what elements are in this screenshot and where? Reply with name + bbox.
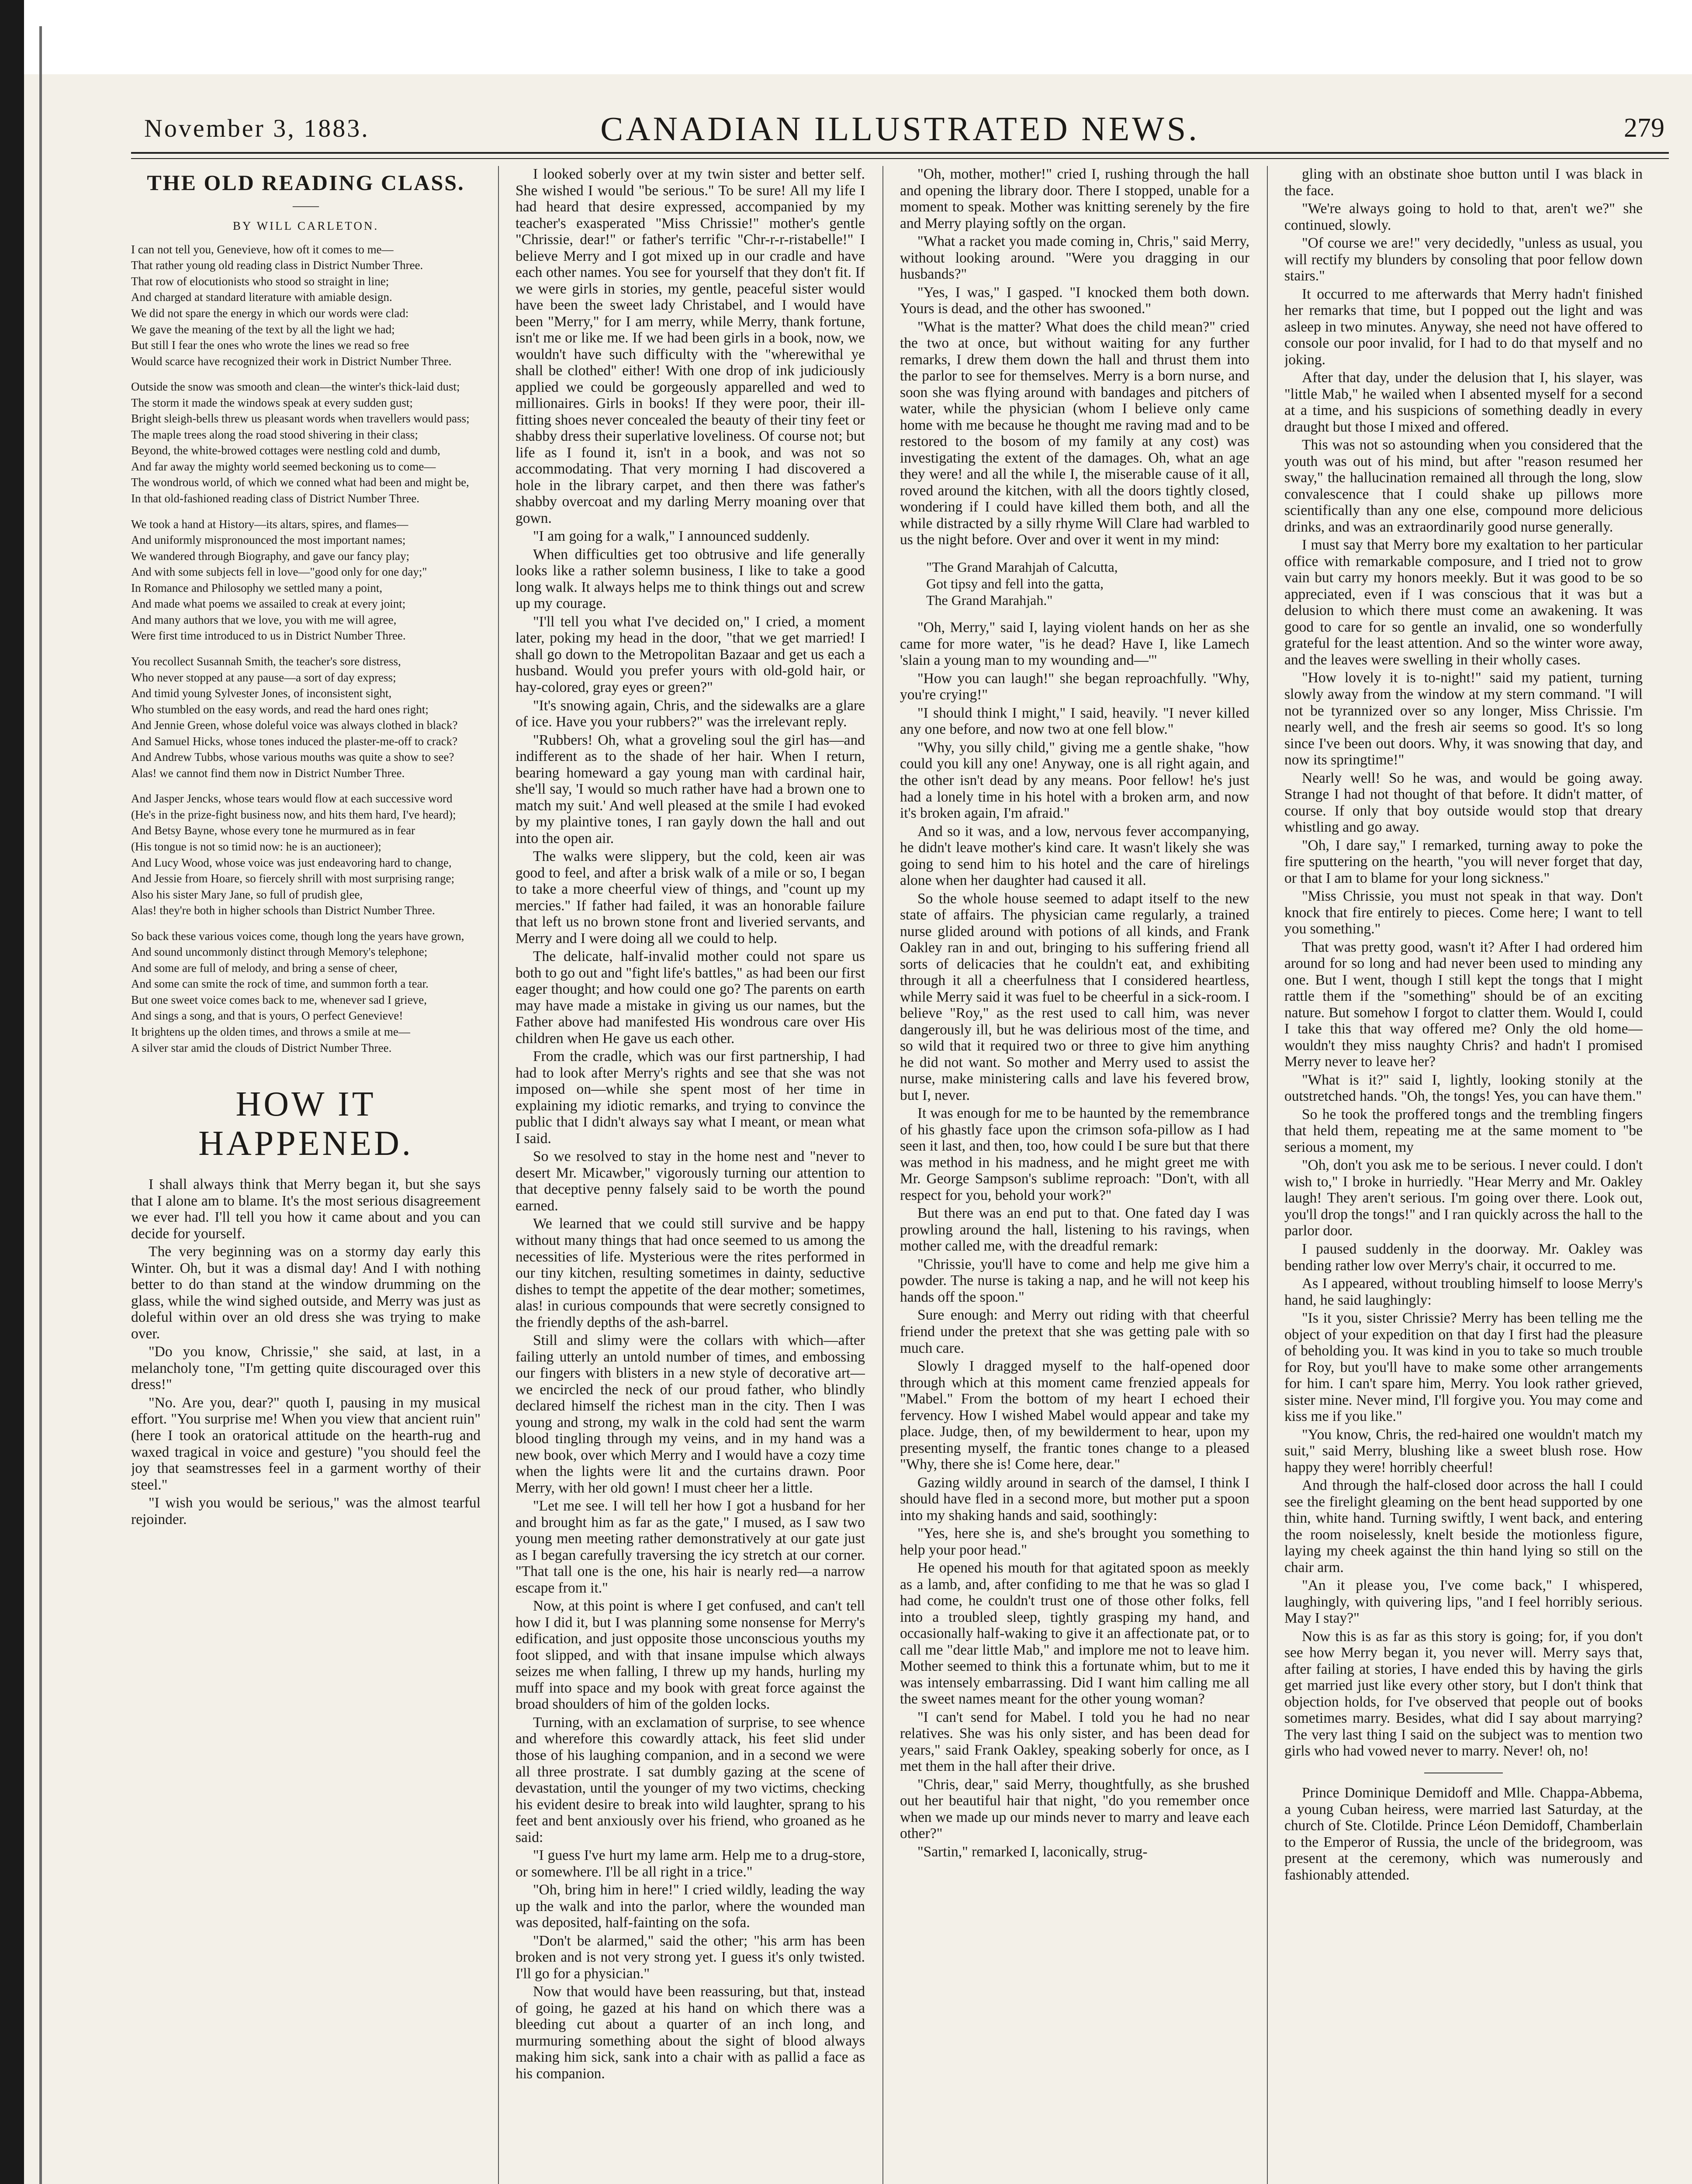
stanza-gap [131, 1056, 481, 1066]
poem-line: But one sweet voice comes back to me, whenever sad I grieve, [131, 993, 427, 1006]
story-paragraph: As I appeared, without troubling himself to loose Merry's hand, he said laughingly: [1284, 1275, 1643, 1308]
poem-line: (His tongue is not so timid now: he is an auctioneer); [131, 840, 381, 853]
story-paragraph: I paused suddenly in the doorway. Mr. Oakley was bending rather low over Merry's chair, it occurred to me. [1284, 1241, 1643, 1274]
story-paragraph: But there was an end put to that. One fated day I was prowling around the hall, listening to his ravings, when mother called me, with the dreadful remark: [900, 1205, 1249, 1254]
poem-line: And Betsy Bayne, whose every tone he murmured as in fear [131, 824, 415, 837]
story-paragraph: So we resolved to stay in the home nest and "never to desert Mr. Micawber," vigorously turning our attention to that deceptive penny falsely said to be worth the pound earned. [516, 1148, 865, 1214]
story-paragraph: "Sartin," remarked I, laconically, strug- [917, 1843, 1148, 1860]
poem-line: And Andrew Tubbs, whose various mouths was quite a show to see? [131, 750, 454, 764]
newspaper-page [131, 105, 1669, 2184]
story-paragraph: "I guess I've hurt my lame arm. Help me to a drug-store, or somewhere. I'll be all right in a trice." [516, 1847, 865, 1880]
poem-line: The maple trees along the road stood shivering in their class; [131, 428, 418, 441]
stanza-gap [131, 919, 481, 929]
story-paragraph: Now that would have been reassuring, but that, instead of going, he gazed at his hand on which there was a bleeding cut about a quarter of an inch long, and murmuring something about the sight of blood always making him sick, sank into a chair with as pallid a face as his companion. [516, 1984, 865, 2082]
story-paragraph: Now this is as far as this story is going; for, if you don't see how Merry began it, you never will. Merry says that, after failing at stories, I have ended this by having the girls get married just like every other story, but I don't think that objection holds, for I've observed that people out of books sometimes marry. Besides, what did I say about marrying? The very last thing I said on the subject was to mention two girls who had vowed never to marry. Never! oh, no! [1284, 1628, 1643, 1759]
column-1 [131, 166, 481, 2184]
verse-line: "The Grand Marahjah of Calcutta, [926, 559, 1118, 575]
story-paragraph: "Yes, I was," I gasped. "I knocked them both down. Yours is dead, and the other has swooned." [900, 284, 1249, 317]
story-paragraph: Turning, with an exclamation of surprise, to see whence and wherefore this cowardly attack, his feet slid under those of his laughing companion, and in a second we were all three prostrate. I sat dumbly gazing at the scene of devastation, until the younger of my two victims, checking his evident desire to break into wild laughter, sprang to his feet and bent anxiously over his friend, who groaned as he said: [516, 1714, 865, 1845]
story-paragraph: He opened his mouth for that agitated spoon as meekly as a lamb, and, after confiding to me that he was so glad I had come, he couldn't trust one of those other folks, fell into a troubled sleep, tightly grasping my hand, and occasionally half-waking to give it an affectionate pat, or to call me "dear little Mab," and implore me not to leave him. Mother seemed to think this a fortunate whim, but to me it was intensely embarrassing. Did I want him calling me all the sweet names meant for the other young woman? [900, 1560, 1249, 1707]
poem-body [131, 242, 481, 1066]
poem-line: Bright sleigh-bells threw us pleasant words when travellers would pass; [131, 412, 470, 425]
story-paragraph: "Chrissie, you'll have to come and help me give him a powder. The nurse is taking a nap, and he will not keep his hands off the spoon." [900, 1256, 1249, 1305]
story-paragraph: I must say that Merry bore my exaltation to her particular office with remarkable composure, and I tried not to grow vain but carry my honors meekly. But it was good to be so appreciated, even if I was conscious that it was but a delusion to which there must come an awakening. It was good to care for so gentle an invalid, one so wonderfully grateful for the least attention. And so the winter wore away, and the leaves were swelling in their wholly cases. [1284, 537, 1643, 668]
story-body-continued [516, 166, 865, 2082]
story-paragraph: I shall always think that Merry began it, but she says that I alone am to blame. It's the most serious disagreement we ever had. I'll tell you how it came about and you can decide for yourself. [131, 1176, 481, 1242]
poem-line: And far away the mighty world seemed beckoning us to come— [131, 460, 436, 473]
binding-edge [0, 0, 24, 2184]
column-4 [1284, 166, 1643, 2184]
story-paragraph: "Do you know, Chrissie," she said, at last, in a melancholy tone, "I'm getting quite discouraged over this dress!" [131, 1344, 481, 1393]
story-paragraph: "Oh, don't you ask me to be serious. I never could. I don't wish to," I broke in hurriedly. "Hear Merry and Mr. Oakley laugh! They aren't serious. I'm going over there. Look out, you'll drop the tongs!" and I ran quickly across the hall to the parlor door. [1284, 1157, 1643, 1239]
poem-line: And Samuel Hicks, whose tones induced the plaster-me-off to crack? [131, 734, 458, 748]
story-paragraph: "Is it you, sister Chrissie? Merry has been telling me the object of your expedition on that day I first had the pleasure of beholding you. It was kind in you to take so much trouble for Roy, but you'll have to make some other arrangements for him. I can't spare him, Merry. You look rather grieved, sister mine. Never mind, I'll forgive you. You may come and kiss me if you like." [1284, 1310, 1643, 1425]
column-rule [498, 166, 499, 2184]
story-paragraph: "What is the matter? What does the child mean?" cried the two at once, but without waiting for any further remarks, I drew them down the hall and thrust them into the parlor to see for themselves. Merry is a born nurse, and soon she was flying around with bandages and pitchers of water, while the physician (whom I believe only came home with me because he thought me raving mad and to be restored to the bosom of my family at any cost) was investigating the extent of the damages. Oh, what an age they were! and all the while I, the miserable cause of it all, roved around the kitchen, with all the doors tightly closed, wondering if I could have killed them both, and all the while distracted by a silly rhyme Will Clare had warbled to us the night before. Over and over it went in my mind: [900, 318, 1249, 548]
story-paragraph: After that day, under the delusion that I, his slayer, was "little Mab," he wailed when I absented myself for a second at a time, and his suspicions of something deadly in every draught but those I mixed and offered. [1284, 370, 1643, 435]
poem-line: Alas! they're both in higher schools than District Number Three. [131, 904, 435, 917]
stanza-gap [131, 644, 481, 654]
story-paragraph: And so it was, and a low, nervous fever accompanying, he didn't leave mother's kind care. It wasn't likely she was going to send him to his hotel and the care of hirelings alone when her daughter had caused it all. [900, 823, 1249, 889]
story-body-col4 [1284, 166, 1643, 1759]
stanza-gap [131, 781, 481, 791]
masthead-rule [131, 152, 1669, 159]
poem-line: And uniformly mispronounced the most important names; [131, 533, 406, 547]
poem-line: And some are full of melody, and bring a sense of cheer, [131, 961, 398, 975]
verse-line: Got tipsy and fell into the gatta, [926, 575, 1104, 591]
poem-line: Were first time introduced to us in District Number Three. [131, 629, 406, 643]
verse-line: The Grand Marahjah." [926, 592, 1053, 608]
story-paragraph: "What a racket you made coming in, Chris," said Merry, without looking around. "Were you dragging in our husbands?" [900, 233, 1249, 283]
poem-line: Outside the snow was smooth and clean—the winter's thick-laid dust; [131, 380, 460, 394]
masthead [131, 105, 1669, 153]
story-paragraph: "I should think I might," I said, heavily. "I never killed any one before, and now two at one fell blow." [900, 705, 1249, 738]
story-paragraph: That was pretty good, wasn't it? After I had ordered him around for so long and had never been used to minding any one. But I went, though I still kept the tongs that I might rattle them if the "something" should be of an exciting nature. But somehow I forgot to clatter them. Would I, could I take this that way offered me? Only the old home—wouldn't they miss naughty Chris? and hadn't I promised Merry never to leave her? [1284, 939, 1643, 1070]
story-paragraph: I looked soberly over at my twin sister and better self. She wished I would "be serious." To be sure! All my life I had heard that desire expressed, accompanied by my teacher's exasperated "Miss Chrissie!" mother's gentle "Chrissie, dear!" or father's terrific "Chr-r-r-ristabelle!" I believe Merry and I got mixed up in our cradle and have each other names. You see for yourself that they don't fit. If we were girls in stories, my gentle, peaceful sister would have been the sweet lady Christabel, and I would have been "Merry," for I am merry, while Merry, thank fortune, isn't me or like me. If we had been girls in a book, now, we wouldn't have such difficulty with the "wherewithal ye shall be clothed" either! With one drop of ink judiciously applied we could be gorgeously apparelled and wed to millionaires. Girls in books! If they were poor, their ill-fitting shoes never concealed the beauty of their tiny feet or shabby dress their superlative loveliness. Of course not; but life as I found it, isn't in a book, and was not so accommodating. That very morning I had discovered a hole in the library carpet, and then there was father's shabby overcoat and my darling Merry moaning over that gown. [516, 166, 865, 526]
story-paragraph: "What is it?" said I, lightly, looking stonily at the outstretched hands. "Oh, the tongs! Yes, you can have them." [1284, 1071, 1643, 1105]
story-title: HOW IT HAPPENED. [198, 1085, 413, 1163]
story-paragraph: "An it please you, I've come back," I whispered, laughingly, with quivering lips, "and I feel horribly serious. May I stay?" [1284, 1577, 1643, 1627]
column-rule [1267, 166, 1268, 2184]
story-paragraph: "How lovely it is to-night!" said my patient, turning slowly away from the window at my stern command. "I will not be tyrannized over so any longer, Miss Chrissie. I'm nearly well, and the fresh air seems so good. It's so long since I've been out doors. Why, it was snowing that day, and now its springtime!" [1284, 670, 1643, 768]
poem-line: So back these various voices come, though long the years have grown, [131, 929, 464, 943]
poem-line: (He's in the prize-fight business now, and hits them hard, I've heard); [131, 808, 456, 821]
poem-line: And sings a song, and that is yours, O perfect Genevieve! [131, 1009, 403, 1023]
story-paragraph: So he took the proffered tongs and the trembling fingers that held them, repeating me at the same moment to "be serious a moment, my [1284, 1106, 1643, 1155]
poem-line: Would scarce have recognized their work in District Number Three. [131, 354, 452, 368]
story-paragraph: "Oh, mother, mother!" cried I, rushing through the hall and opening the library door. There I stopped, unable for a moment to speak. Mother was knitting serenely by the fire and Merry playing softly on the organ. [900, 166, 1249, 232]
story-paragraph: And through the half-closed door across the hall I could see the firelight gleaming on the bent head supported by one thin, white hand. Turning swiftly, I went back, and entering the room noiselessly, knelt beside the motionless figure, laying my cheek against the thin hand lying so still on the chair arm. [1284, 1477, 1643, 1576]
story-body-col3 [900, 166, 1249, 548]
story-paragraph: "Chris, dear," said Merry, thoughtfully, as she brushed out her beautiful hair that night, "do you remember once when we made up our minds never to marry and leave each other?" [900, 1776, 1249, 1842]
story-body-col3b [900, 619, 1249, 1860]
poem-line: We did not spare the energy in which our words were clad: [131, 307, 409, 320]
story-paragraph: Slowly I dragged myself to the half-opened door through which at this moment came frenzied appeals for "Mabel." From the bottom of my heart I echoed their fervency. How I wished Mabel would appear and take my place. Judge, then, of my bewilderment to hear, upon my presenting myself, the frantic tones change to a pleased "Why, there she is! Come here, dear." [900, 1358, 1249, 1473]
story-paragraph: "Yes, here she is, and she's brought you something to help your poor head." [900, 1525, 1249, 1558]
poem-line: And made what poems we assailed to creak at every joint; [131, 597, 406, 611]
title-dash: —— [293, 198, 319, 213]
poem-line: Beyond, the white-browed cottages were nestling cold and dumb, [131, 444, 440, 457]
poem-line: And Jasper Jencks, whose tears would flow at each successive word [131, 792, 453, 805]
story-paragraph: "It's snowing again, Chris, and the sidewalks are a glare of ice. Have you your rubbers?" was the irrelevant reply. [516, 697, 865, 730]
story-paragraph: So the whole house seemed to adapt itself to the new state of affairs. The physician came regularly, a trained nurse glided around with potions of all kinds, and Frank Oakley ran in and out, bringing to his suffering friend all sorts of delicacies that he couldn't eat, and exhibiting through it all a cheerfulness that I considered heartless, while Merry said it was fuel to be cheerful in a sick-room. I believe "Roy," as the rest used to call him, was never dangerously ill, but he was delirious most of the time, and so wild that it required two or three to give him anything he did not want. So mother and Merry used to assist the nurse, make ministering calls and lave his fevered brow, but I, never. [900, 890, 1249, 1103]
poem-line: But still I fear the ones who wrote the lines we read so free [131, 339, 409, 352]
story-paragraph: Gazing wildly around in search of the damsel, I think I should have fled in a second more, but mother put a spoon into my shaking hands and said, soothingly: [900, 1474, 1249, 1524]
story-paragraph: "I can't send for Mabel. I told you he had no near relatives. She was his only sister, and has been dead for years," said Frank Oakley, speaking soberly for once, as I met them in the hall after their drive. [900, 1709, 1249, 1775]
story-paragraph: Still and slimy were the collars with which—after failing utterly an untold number of times, and embossing our fingers with blisters in a new style of decorative art—we encircled the neck of our proud father, who blindly declared himself the richest man in the city. Then I was young and strong, my walk in the cold had sent the warm blood tingling through my veins, and in my hand was a new book, over which Merry and I would have a cozy time when the lights were lit and the curtains drawn. Poor Merry, with her old gown! I must cheer her a little. [516, 1332, 865, 1496]
poem-line: That row of elocutionists who stood so straight in line; [131, 274, 389, 288]
poem-line: In Romance and Philosophy we settled many a point, [131, 581, 383, 594]
poem-line: Who stumbled on the easy words, and read the hard ones right; [131, 702, 429, 716]
story-paragraph: We learned that we could still survive and be happy without many things that had once seemed to us among the necessities of life. Mysterious were the rites performed in our tiny kitchen, resulting sometimes in dainty, seductive dishes to tempt the appetite of the dear mother; sometimes, alas! in curious compounds that were secretly consigned to the friendly depths of the ash-barrel. [516, 1216, 865, 1330]
story-paragraph: The delicate, half-invalid mother could not spare us both to go out and "fight life's battles," as had been our first eager thought; and how could one go? The parents on earth may have made a mistake in giving us our names, but the Father above had manifested His wondrous care over His children when He gave us each other. [516, 948, 865, 1047]
poem-line: The storm it made the windows speak at every sudden gust; [131, 396, 413, 409]
poem-line: We gave the meaning of the text by all the light we had; [131, 322, 395, 336]
story-paragraph: "You know, Chris, the red-haired one wouldn't match my suit," said Merry, blushing like a sweet blush rose. How happy they were! horribly cheerful! [1284, 1426, 1643, 1476]
poem-line: And with some subjects fell in love—"good only for one day;" [131, 565, 427, 579]
column-3 [900, 166, 1249, 2184]
poem-byline: BY WILL CARLETON. [232, 219, 379, 232]
stanza-gap [131, 370, 481, 379]
story-paragraph: This was not so astounding when you considered that the youth was out of his mind, but after "reason resumed her sway," the hallucination remained all through the long, slow convalescence that I could shake up pillows more scientifically than any one else, compound more delicious drinks, and was an extraordinarily good nurse generally. [1284, 437, 1643, 535]
page-number: 279 [1624, 113, 1664, 143]
poem-line: The wondrous world, of which we conned what had been and might be, [131, 476, 469, 489]
newspaper-title: CANADIAN ILLUSTRATED NEWS. [600, 110, 1200, 148]
poem-line: And sound uncommonly distinct through Memory's telephone; [131, 945, 428, 959]
story-paragraph: "How you can laugh!" she began reproachfully. "Why, you're crying!" [900, 670, 1249, 703]
story-paragraph: Nearly well! So he was, and would be going away. Strange I had not thought of that before. It didn't matter, of course. If only that boy outside would stop that dreary whistling and go away. [1284, 770, 1643, 836]
story-paragraph: "Rubbers! Oh, what a groveling soul the girl has—and indifferent as to the shade of her hair. When I return, bearing homeward a gay young man with cardinal hair, she'll say, 'I would so much rather have had a brown one to match my suit.' And well pleased at the smile I had evoked by my plaintive tones, I ran gayly down the hall and out into the open air. [516, 732, 865, 847]
story-paragraph: "We're always going to hold to that, aren't we?" she continued, slowly. [1284, 200, 1643, 233]
story-paragraph: It was enough for me to be haunted by the remembrance of his ghastly face upon the crimson sofa-pillow as I had seen it last, and then, too, how could I be sure but that there was method in his madness, and he might greet me with Mr. George Sampson's sublime reproach: "Don't, with all respect for you, behold your work?" [900, 1105, 1249, 1203]
story-paragraph: Now, at this point is where I get confused, and can't tell how I did it, but I was planning some nonsense for Merry's edification, and just opposite those unconscious youths my foot slipped, and with that insane impulse which always seizes me when falling, I threw up my hands, hurling my muff into space and my book with great force against the broad shoulders of him of the golden locks. [516, 1598, 865, 1713]
poem-line: You recollect Susannah Smith, the teacher's sore distress, [131, 654, 401, 668]
story-paragraph: "I'll tell you what I've decided on," I cried, a moment later, poking my head in the door, "that we get married! I shall go down to the Metropolitan Bazaar and get us each a husband. Would you prefer yours with old-gold hair, or hay-colored, gray eyes or green?" [516, 613, 865, 695]
poem-line: Also his sister Mary Jane, so full of prudish glee, [131, 888, 363, 901]
poem-line: Who never stopped at any pause—a sort of day express; [131, 670, 396, 684]
poem-line: We took a hand at History—its altars, spires, and flames— [131, 517, 408, 531]
poem-line: And timid young Sylvester Jones, of inconsistent sight, [131, 687, 392, 700]
stanza-gap [131, 507, 481, 517]
story-paragraph: "Don't be alarmed," said the other; "his arm has been broken and is not very strong yet. I guess it's only twisted. I'll go for a physician." [516, 1932, 865, 1982]
story-paragraph: "Miss Chrissie, you must not speak in that way. Don't knock that fire entirely to pieces. Come here; I want to tell you something." [1284, 888, 1643, 937]
binding-line [39, 26, 42, 2184]
poem-line: I can not tell you, Genevieve, how oft it comes to me— [131, 242, 394, 256]
story-paragraph: "I am going for a walk," I announced suddenly. [533, 528, 810, 545]
story-paragraph: gling with an obstinate shoe button until I was black in the face. [1284, 166, 1643, 199]
story-body-start [131, 1176, 481, 1527]
column-rule [882, 166, 883, 2184]
poem-line: In that old-fashioned reading class of District Number Three. [131, 492, 420, 505]
poem-line: And charged at standard literature with amiable design. [131, 290, 392, 304]
issue-date: November 3, 1883. [144, 114, 370, 142]
story-paragraph: Sure enough: and Merry out riding with that cheerful friend under the pretext that she was getting pale with so much care. [900, 1307, 1249, 1356]
story-paragraph: "Oh, I dare say," I remarked, turning away to poke the fire sputtering on the hearth, "you will never forget that day, or that I am to blame for your long sickness." [1284, 837, 1643, 886]
poem-line: And Jennie Green, whose doleful voice was always clothed in black? [131, 719, 458, 732]
story-paragraph: "Oh, bring him in here!" I cried wildly, leading the way up the walk and into the parlor, where the wounded man was deposited, half-fainting on the sofa. [516, 1882, 865, 1931]
story-paragraph: "No. Are you, dear?" quoth I, pausing in my musical effort. "You surprise me! When you view that ancient ruin" (here I took an oratorical attitude on the hearth-rug and waxed tragical in voice and gesture) "you should feel the joy that seamstresses feel in a garment worthy of their steel." [131, 1394, 481, 1493]
scan-margin [0, 0, 1692, 74]
poem-line: And many authors that we love, you with me will agree, [131, 613, 397, 626]
poem-line: Alas! we cannot find them now in District Number Three. [131, 766, 405, 780]
story-paragraph: "Oh, Merry," said I, laying violent hands on her as she came for more water, "is he dead? Have I, like Lamech 'slain a young man to my wounding and—'" [900, 619, 1249, 669]
story-paragraph: From the cradle, which was our first partnership, I had had to look after Merry's rights and see that she was not imposed on—while she spent most of her time in explaining my idiotic remarks, and trying to convince the public that I didn't always say what I meant, or mean what I said. [516, 1048, 865, 1147]
poem-line: A silver star amid the clouds of District Number Three. [131, 1041, 392, 1054]
poem-line: And Jessie from Hoare, so fiercely shrill with most surprising range; [131, 872, 455, 885]
story-paragraph: The walks were slippery, but the cold, keen air was good to feel, and after a brisk walk of a mile or so, I began to take a more cheerful view of things, and "count up my mercies." If father had failed, it was an honorable failure that left us no brown stone front and liveried servants, and Merry and I were doing all we could to help. [516, 848, 865, 947]
story-verse [926, 560, 1249, 608]
poem-line: We wandered through Biography, and gave our fancy play; [131, 549, 410, 563]
poem-line: That rather young old reading class in District Number Three. [131, 259, 423, 272]
story-paragraph: The very beginning was on a stormy day early this Winter. Oh, but it was a dismal day! And I with nothing better to do than stand at the window drumming on the glass, while the wind sighed outside, and Merry was just as doleful within over an old dress she was trying to make over. [131, 1244, 481, 1342]
story-paragraph: "Why, you silly child," giving me a gentle shake, "how could you kill any one! Anyway, one is all right again, and the other isn't dead by any means. Poor fellow! he's just had a lonely time in his hotel with a broken arm, and now it's broken again, I'm afraid." [900, 739, 1249, 822]
story-paragraph: "I wish you would be serious," was the almost tearful rejoinder. [131, 1495, 481, 1527]
poem-line: And Lucy Wood, whose voice was just endeavoring hard to change, [131, 856, 452, 869]
poem-line: It brightens up the olden times, and throws a smile at me— [131, 1025, 410, 1038]
story-paragraph: It occurred to me afterwards that Merry hadn't finished her remarks that time, but I popped out the light and was asleep in two minutes. Anyway, she need not have offered to console our poor invalid, for I had to do that myself and no joking. [1284, 286, 1643, 368]
story-paragraph: "Let me see. I will tell her how I got a husband for her and brought him as far as the gate," I mused, as I saw two young men meeting rather demonstratively at our gate just as I began carefully traversing the icy stretch at our corner. "That tall one is the one, his hair is nearly red—a narrow escape from it." [516, 1498, 865, 1596]
story-paragraph: "Of course we are!" very decidedly, "unless as usual, you will rectify my blunders by consoling that poor fellow down stairs." [1284, 235, 1643, 284]
poem-title: THE OLD READING CLASS. [147, 170, 465, 195]
story-paragraph: When difficulties get too obtrusive and life generally looks like a rather solemn business, I like to take a good long walk. It always helps me to think things out and screw up my courage. [516, 546, 865, 612]
column-2 [516, 166, 865, 2184]
poem-line: And some can smite the rock of time, and summon forth a tear. [131, 977, 429, 991]
society-note: Prince Dominique Demidoff and Mlle. Chappa-Abbema, a young Cuban heiress, were married last Saturday, at the church of Ste. Clotilde. Prince Léon Demidoff, Chamberlain to the Emperor of Russia, the uncle of the bridegroom, was present at the ceremony, which was numerously and fashionably attended. [1284, 1784, 1643, 1883]
